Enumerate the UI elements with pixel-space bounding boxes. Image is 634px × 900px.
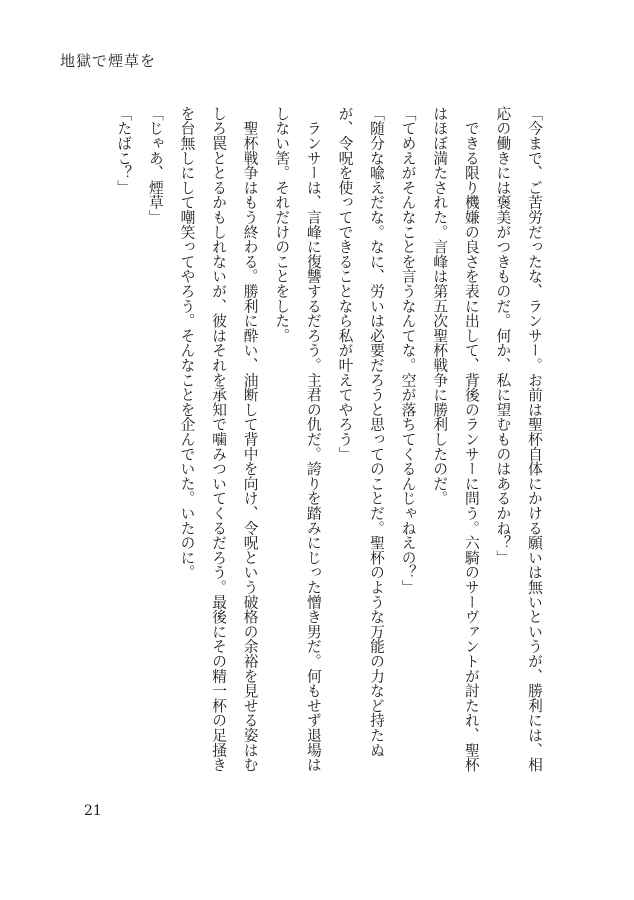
paragraph: 「随分な喩えだな。なに、労いは必要だろうと思ってのことだ。聖杯のような万能の力など持たぬが、令呪を使ってできることなら私が叶えてやろう」 [336, 106, 386, 758]
paragraph: できる限り機嫌の良さを表に出して、背後のランサーに問う。六騎のサーヴァントが討たれ、聖杯はほぼ満たされた。言峰は第五次聖杯戦争に勝利したのだ。 [431, 106, 480, 772]
paragraph: 聖杯戦争はもう終わる。勝利に酔い、油断して背中を向け、令呪という破格の余裕を見せる姿はむしろ罠ととるかもしれないが、彼はそれを承知で噛みついてくるだろう。最後にその精一杯の足掻きを台無しにして嘲笑ってやろう。そんなことを企んでいた。いたのに。 [178, 106, 259, 772]
paragraph: ランサーは、言峰に復讐するだろう。主君の仇だ。誇りを踏みにじった憎き男だ。何もせず退場はしない筈。それだけのことをした。 [273, 106, 322, 772]
paragraph: 「じゃあ、煙草」 [146, 106, 164, 225]
paragraph: 「たばこ？」 [115, 106, 133, 195]
paragraph: 「今まで、ご苦労だったな、ランサー。お前は聖杯自体にかける願いは無いというが、勝利には、相応の働きには褒美がつきものだ。何か、私に望むものはあるかね？」 [494, 106, 543, 772]
vertical-body-text [90, 106, 550, 774]
paragraph: 「てめえがそんなことを言うなんてな。空が落ちてくるんじゃねえの？」 [399, 106, 417, 595]
running-header-title: 地獄で煙草を [60, 52, 157, 70]
page-number: 21 [84, 803, 102, 819]
